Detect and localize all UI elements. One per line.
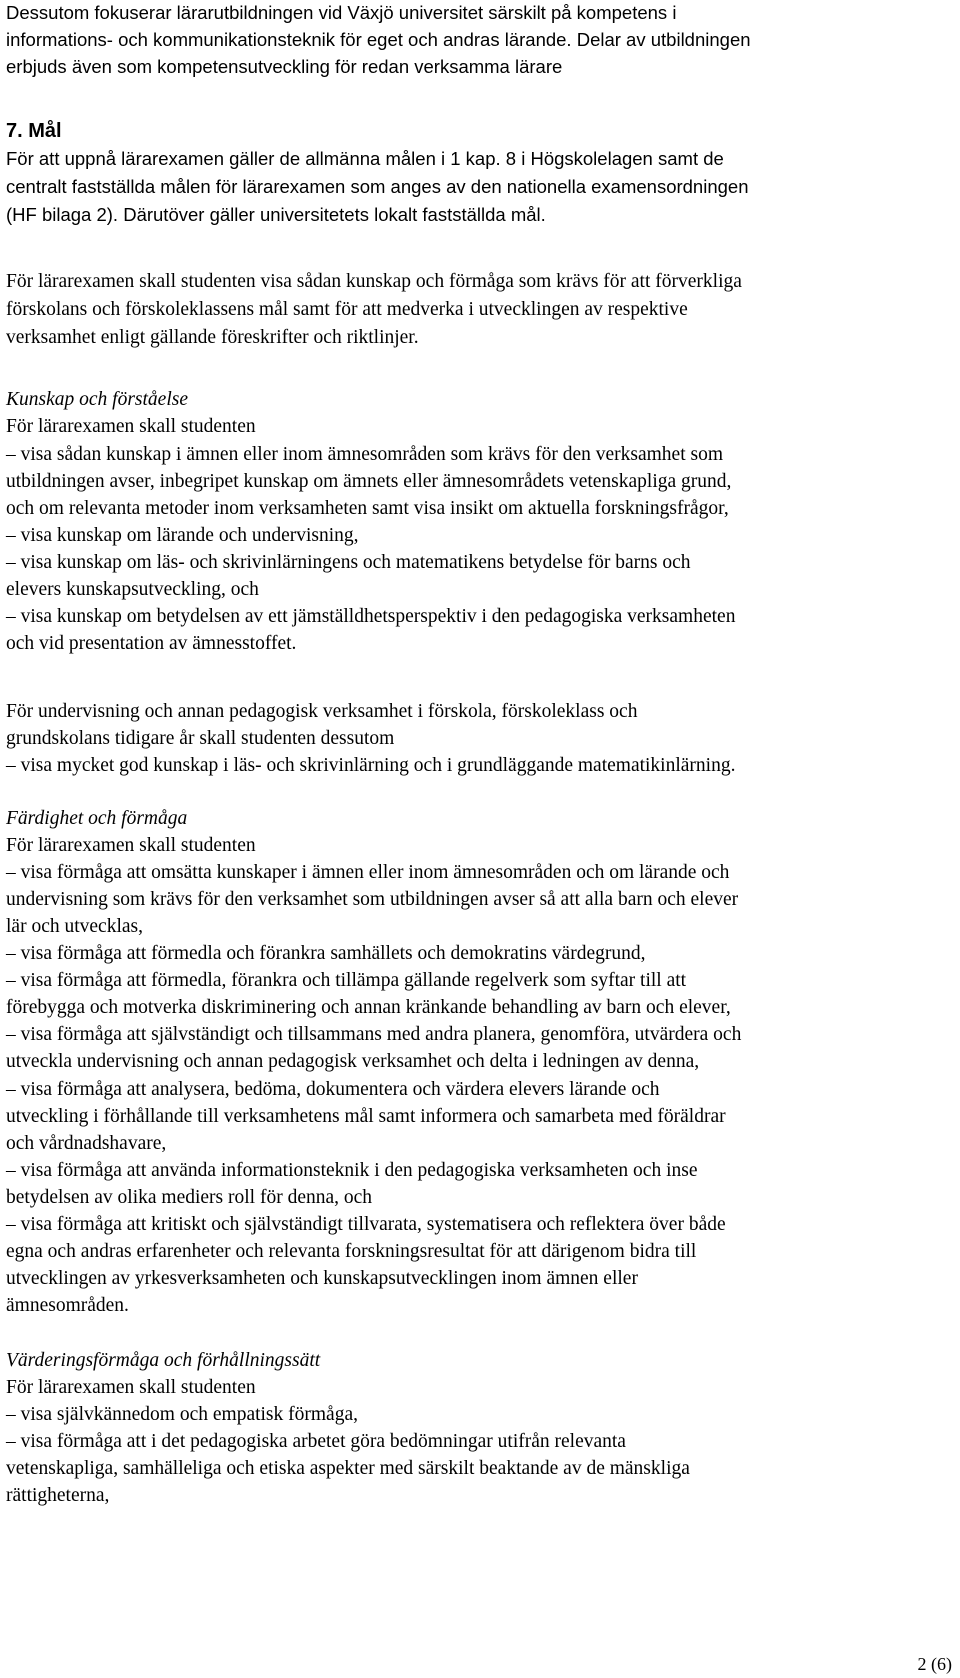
body-line: – visa mycket god kunskap i läs- och skrivinlärning och i grundläggande matematikinlärning. xyxy=(6,755,736,776)
subheading-vardering: Värderingsförmåga och förhållningssätt xyxy=(6,1350,321,1371)
body-line: utvecklingen av yrkesverksamheten och kunskapsutvecklingen inom ämnen eller xyxy=(6,1268,638,1289)
body-line: För lärarexamen skall studenten visa sådan kunskap och förmåga som krävs för att förverkliga xyxy=(6,271,742,292)
body-line: För lärarexamen skall studenten xyxy=(6,1377,256,1398)
body-line: betydelsen av olika mediers roll för denna, och xyxy=(6,1187,373,1208)
body-line: förskolans och förskoleklassens mål samt för att medverka i utvecklingen av respektive xyxy=(6,299,688,320)
body-line: – visa kunskap om betydelsen av ett jämställdhetsperspektiv i den pedagogiska verksamheten xyxy=(6,606,736,627)
subheading-fardighet: Färdighet och förmåga xyxy=(6,808,188,829)
body-line: För lärarexamen skall studenten xyxy=(6,835,256,856)
section-line: För att uppnå lärarexamen gäller de allmänna målen i 1 kap. 8 i Högskolelagen samt de xyxy=(6,148,724,169)
section-line: (HF bilaga 2). Därutöver gäller universitetets lokalt fastställda mål. xyxy=(6,204,546,225)
body-line: – visa förmåga att kritiskt och självständigt tillvarata, systematisera och reflektera över både xyxy=(6,1214,726,1235)
body-line: – visa kunskap om lärande och undervisning, xyxy=(6,525,359,546)
body-line: utveckla undervisning och annan pedagogisk verksamhet och delta i ledningen av denna, xyxy=(6,1051,700,1072)
intro-line: erbjuds även som kompetensutveckling för redan verksamma lärare xyxy=(6,56,563,77)
body-line: – visa förmåga att självständigt och tillsammans med andra planera, genomföra, utvärdera och xyxy=(6,1024,742,1045)
subheading-kunskap: Kunskap och förståelse xyxy=(6,389,188,410)
page-number: 2 (6) xyxy=(917,1654,952,1674)
body-line: – visa självkännedom och empatisk förmåga, xyxy=(6,1404,358,1425)
body-line: rättigheterna, xyxy=(6,1485,110,1506)
body-line: – visa förmåga att förmedla och förankra samhällets och demokratins värdegrund, xyxy=(6,943,646,964)
body-line: förebygga och motverka diskriminering och annan kränkande behandling av barn och elever, xyxy=(6,997,731,1018)
body-line: utbildningen avser, inbegripet kunskap om ämnets eller ämnesområdets vetenskapliga grund, xyxy=(6,471,732,492)
body-line: vetenskapliga, samhälleliga och etiska aspekter med särskilt beaktande av de mänskliga xyxy=(6,1458,690,1479)
body-line: – visa förmåga att i det pedagogiska arbetet göra bedömningar utifrån relevanta xyxy=(6,1431,626,1452)
body-line: och vårdnadshavare, xyxy=(6,1133,167,1154)
body-line: ämnesområden. xyxy=(6,1295,129,1316)
body-line: – visa kunskap om läs- och skrivinlärningens och matematikens betydelse för barns och xyxy=(6,552,691,573)
intro-line: Dessutom fokuserar lärarutbildningen vid Växjö universitet särskilt på kompetens i xyxy=(6,2,677,23)
body-line: undervisning som krävs för den verksamhet som utbildningen avser så att alla barn och elever xyxy=(6,889,739,910)
body-line: lär och utvecklas, xyxy=(6,916,143,937)
body-line: och om relevanta metoder inom verksamheten samt visa insikt om aktuella forskningsfrågor, xyxy=(6,498,729,519)
section-heading: 7. Mål xyxy=(6,120,62,142)
intro-line: informations- och kommunikationsteknik för eget och andras lärande. Delar av utbildningen xyxy=(6,29,751,50)
body-line: och vid presentation av ämnesstoffet. xyxy=(6,633,297,654)
body-line: För undervisning och annan pedagogisk verksamhet i förskola, förskoleklass och xyxy=(6,701,638,722)
body-line: verksamhet enligt gällande föreskrifter och riktlinjer. xyxy=(6,327,419,348)
body-line: utveckling i förhållande till verksamhetens mål samt informera och samarbeta med föräldrar xyxy=(6,1106,726,1127)
body-line: egna och andras erfarenheter och relevanta forskningsresultat för att därigenom bidra till xyxy=(6,1241,697,1262)
body-line: – visa förmåga att förmedla, förankra och tillämpa gällande regelverk som syftar till att xyxy=(6,970,687,991)
body-line: – visa förmåga att analysera, bedöma, dokumentera och värdera elevers lärande och xyxy=(6,1079,660,1100)
body-line: – visa sådan kunskap i ämnen eller inom ämnesområden som krävs för den verksamhet som xyxy=(6,444,723,465)
body-line: – visa förmåga att använda informationsteknik i den pedagogiska verksamheten och inse xyxy=(6,1160,698,1181)
body-line: grundskolans tidigare år skall studenten dessutom xyxy=(6,728,395,749)
body-line: – visa förmåga att omsätta kunskaper i ämnen eller inom ämnesområden och om lärande och xyxy=(6,862,730,883)
body-line: För lärarexamen skall studenten xyxy=(6,416,256,437)
body-line: elevers kunskapsutveckling, och xyxy=(6,579,259,600)
section-line: centralt fastställda målen för lärarexamen som anges av den nationella examensordningen xyxy=(6,176,749,197)
